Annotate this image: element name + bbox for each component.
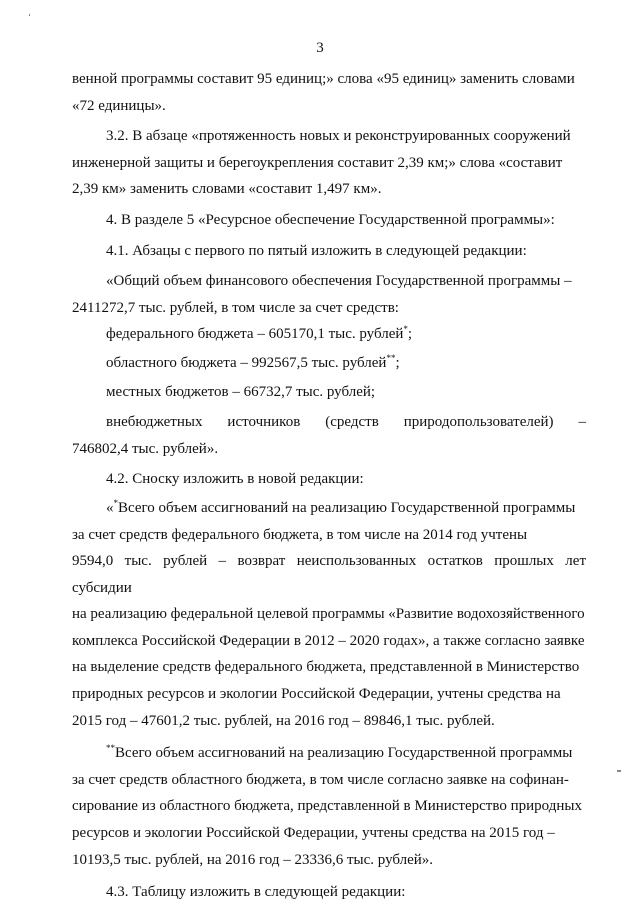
budget-extra-value: 746802,4 тыс. рублей».	[72, 440, 219, 457]
item-4-3: 4.3. Таблицу изложить в следующей редакции:	[106, 884, 406, 901]
text-line: инженерной защиты и берегоукрепления составит 2,39 км;» слова «составит	[72, 154, 563, 171]
footnote-line: за счет средств областного бюджета, в том числе согласно заявке на софинан-	[72, 771, 569, 788]
footnote-line	[72, 495, 586, 522]
text-line: 4.1. Абзацы с первого по пятый изложить в следующей редакции:	[106, 242, 527, 259]
text-line: 2,39 км» заменить словами «составит 1,497 км».	[72, 181, 382, 198]
footnote-line: 2015 год – 47601,2 тыс. рублей, на 2016 год – 89846,1 тыс. рублей.	[72, 712, 495, 729]
split-word: природопользователей)	[403, 414, 554, 431]
footnote-text: Всего объем ассигнований на реализацию Государственной программы	[115, 745, 573, 762]
footnote-line: на выделение средств федерального бюджета, представленной в Министерство	[72, 659, 580, 676]
budget-regional-line: областного бюджета – 992567,5 тыс. рублей**;	[106, 352, 400, 371]
split-word: источников	[227, 414, 301, 431]
document-body	[72, 66, 586, 906]
footnote-line: 9594,0 тыс. рублей – возврат неиспользованных остатков прошлых лет субсидии	[72, 553, 586, 596]
text-line: 4. В разделе 5 «Ресурсное обеспечение Государственной программы»:	[106, 211, 555, 228]
footnote-line: комплекса Российской Федерации в 2012 – 2020 годах», а также согласно заявке	[72, 632, 585, 649]
footnote-mark: **	[106, 743, 115, 754]
text-line: «72 единицы».	[72, 97, 166, 114]
footnote-line: за счет средств федерального бюджета, в том числе на 2014 год учтены	[72, 526, 528, 543]
footnote-federal	[72, 495, 586, 734]
split-word: (средств	[325, 414, 379, 431]
footnote-mark: *	[113, 497, 118, 508]
corner-mark: ‘	[28, 12, 31, 22]
split-word: –	[578, 414, 586, 431]
scan-speck	[617, 770, 621, 772]
footnote-regional	[72, 740, 586, 873]
item-4-2: 4.2. Сноску изложить в новой редакции:	[106, 471, 364, 488]
text-line: 2411272,7 тыс. рублей, в том числе за счет средств:	[72, 299, 399, 316]
footnote-line: 10193,5 тыс. рублей, на 2016 год – 23336,6 тыс. рублей».	[72, 851, 434, 868]
footnote-line	[72, 740, 586, 767]
text-line: венной программы составит 95 единиц;» слова «95 единиц» заменить словами	[72, 71, 575, 87]
footnote-text: Всего объем ассигнований на реализацию Государственной программы	[118, 499, 576, 516]
budget-local-line: местных бюджетов – 66732,7 тыс. рублей;	[106, 383, 376, 400]
footnote-line: ресурсов и экологии Российской Федерации, учтены средства на 2015 год –	[72, 825, 555, 842]
footnote-line: на реализацию федеральной целевой программы «Развитие водохозяйственного	[72, 606, 585, 623]
split-word: внебюджетных	[106, 414, 203, 431]
text-line: 3.2. В абзаце «протяженность новых и реконструированных сооружений	[106, 128, 571, 145]
intro-lines	[72, 66, 586, 321]
quote-open: «	[106, 499, 114, 516]
text-line: «Общий объем финансового обеспечения Государственной программы –	[106, 273, 572, 290]
footnote-line: сирование из областного бюджета, представленной в Министерство природных	[72, 798, 582, 815]
footnote-line: природных ресурсов и экологии Российской Федерации, учтены средства на	[72, 686, 561, 703]
budget-federal-line: федерального бюджета – 605170,1 тыс. рублей*;	[106, 324, 413, 343]
budget-extra-line	[72, 409, 586, 436]
page-number: 3	[316, 40, 324, 56]
